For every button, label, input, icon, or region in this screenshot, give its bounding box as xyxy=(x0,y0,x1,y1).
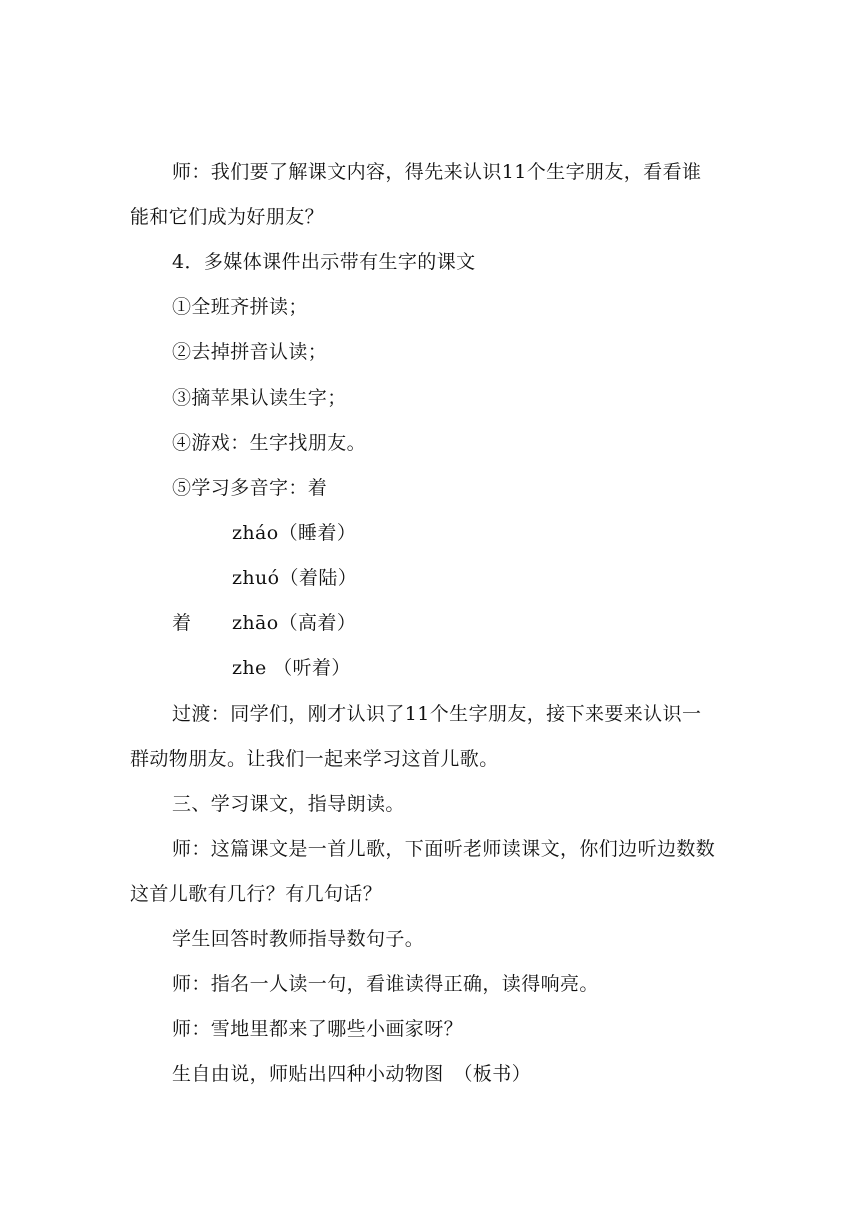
paragraph-teacher-intro-line2: 能和它们成为好朋友？ xyxy=(130,206,325,228)
heading-step-4: 4．多媒体课件出示带有生字的课文 xyxy=(172,251,476,273)
paragraph-transition-line1: 过渡：同学们，刚才认识了11个生字朋友，接下来要来认识一 xyxy=(172,703,702,725)
paragraph-teacher-question: 师：雪地里都来了哪些小画家呀？ xyxy=(172,1018,464,1040)
paragraph-transition-line2: 群动物朋友。让我们一起来学习这首儿歌。 xyxy=(130,748,499,770)
polyphone-reading-3: zhāo（高着） xyxy=(232,612,357,634)
step-item-4: ④游戏：生字找朋友。 xyxy=(172,432,367,454)
polyphone-reading-4: zhe （听着） xyxy=(232,657,351,679)
paragraph-student-answer: 学生回答时教师指导数句子。 xyxy=(172,928,425,950)
paragraph-teacher-instruction: 师：指名一人读一句，看谁读得正确，读得响亮。 xyxy=(172,973,599,995)
paragraph-teacher-reading-line2: 这首儿歌有几行？有几句话？ xyxy=(130,883,383,905)
step-item-1: ①全班齐拼读； xyxy=(172,296,308,318)
paragraph-student-response: 生自由说，师贴出四种小动物图 （板书） xyxy=(172,1063,532,1085)
step-item-5: ⑤学习多音字：着 xyxy=(172,477,328,499)
polyphone-character: 着 xyxy=(172,612,192,634)
paragraph-teacher-reading-line1: 师：这篇课文是一首儿歌，下面听老师读课文，你们边听边数数 xyxy=(172,838,716,860)
step-item-3: ③摘苹果认读生字； xyxy=(172,387,347,409)
step-item-2: ②去掉拼音认读； xyxy=(172,341,328,363)
section-heading-3: 三、学习课文，指导朗读。 xyxy=(172,793,405,815)
polyphone-reading-2: zhuó（着陆） xyxy=(232,567,358,589)
polyphone-reading-1: zháo（睡着） xyxy=(232,522,357,544)
paragraph-teacher-intro-line1: 师：我们要了解课文内容，得先来认识11个生字朋友，看看谁 xyxy=(172,161,702,183)
